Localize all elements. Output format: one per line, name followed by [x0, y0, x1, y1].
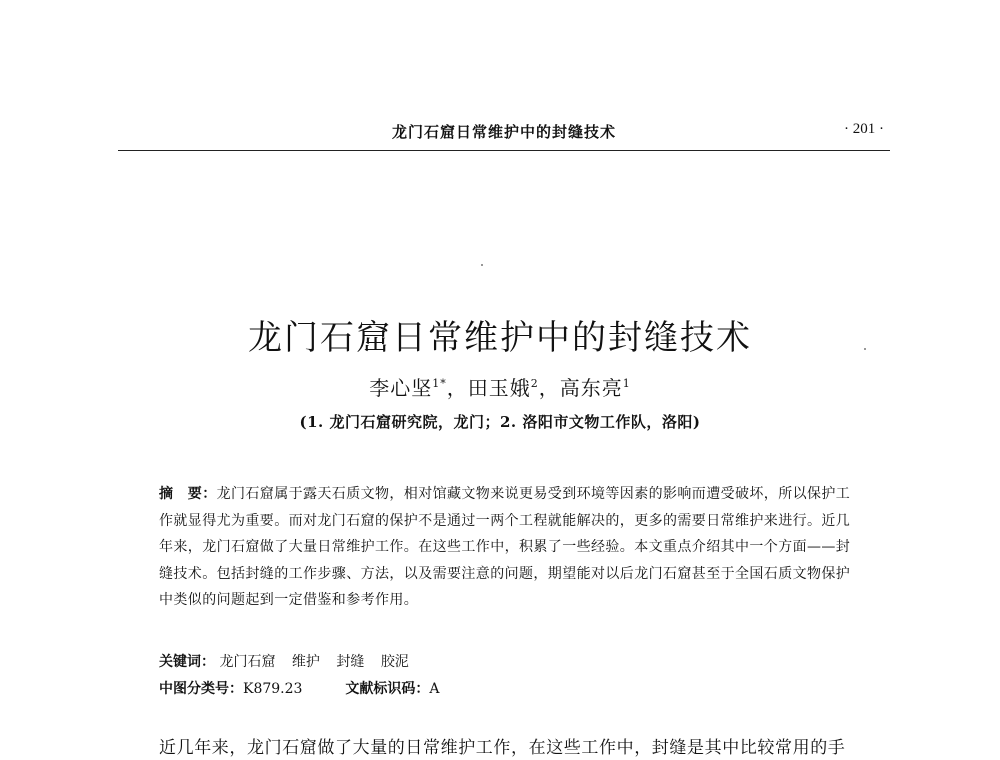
keyword: 封缝 [336, 654, 365, 670]
body-first-line: 近几年来，龙门石窟做了大量的日常维护工作，在这些工作中，封缝是其中比较常用的手 [159, 738, 846, 758]
clc-value: K879.23 [243, 681, 303, 697]
abstract-text: 龙门石窟属于露天石质文物，相对馆藏文物来说更易受到环境等因素的影响而遭受破坏，所以保护工作就显得尤为重要。而对龙门石窟的保护不是通过一两个工程就能解决的，更多的需要日常维护来进行。近几年来，龙门石窟做了大量日常维护工作。在这些工作中，积累了一些经验。本文重点介绍其中一个方面——封缝技术。包括封缝的工作步骤、方法，以及需要注意的问题，期望能对以后龙门石窟甚至于全国石质文物保护中类似的问题起到一定借鉴和参考作用。 [159, 486, 851, 608]
keywords-label: 关键词： [159, 654, 215, 670]
clc-label: 中图分类号： [159, 681, 243, 697]
author-name: 李心坚 [369, 376, 433, 400]
keyword: 龙门石窟 [219, 654, 276, 670]
keywords-line [159, 651, 409, 671]
abstract-label: 摘 要： [159, 486, 217, 502]
keyword: 维护 [291, 654, 320, 670]
author-separator: ， [538, 376, 560, 400]
author-affiliation-mark: 1* [432, 377, 447, 390]
article-title: 龙门石窟日常维护中的封缝技术 [248, 317, 752, 358]
header-rule [118, 150, 890, 151]
document-code-label: 文献标识码： [345, 681, 430, 697]
author-affiliation-mark: 2 [530, 377, 539, 390]
author-list [0, 372, 1000, 401]
document-code-value: A [429, 681, 440, 697]
page-number: · 201 · [844, 121, 884, 137]
author-name: 田玉娥 [467, 376, 531, 400]
abstract-block [159, 481, 859, 614]
author-name: 高东亮 [559, 376, 623, 400]
scan-speck [481, 264, 483, 266]
author-affiliation-mark: 1 [622, 377, 631, 390]
author-separator: ， [446, 376, 468, 400]
keyword: 胶泥 [380, 654, 409, 670]
affiliation-line: (1. 龙门石窟研究院，龙门；2. 洛阳市文物工作队，洛阳) [299, 413, 701, 431]
running-header [118, 121, 890, 145]
classification-line [159, 678, 439, 698]
running-title: 龙门石窟日常维护中的封缝技术 [391, 123, 616, 141]
